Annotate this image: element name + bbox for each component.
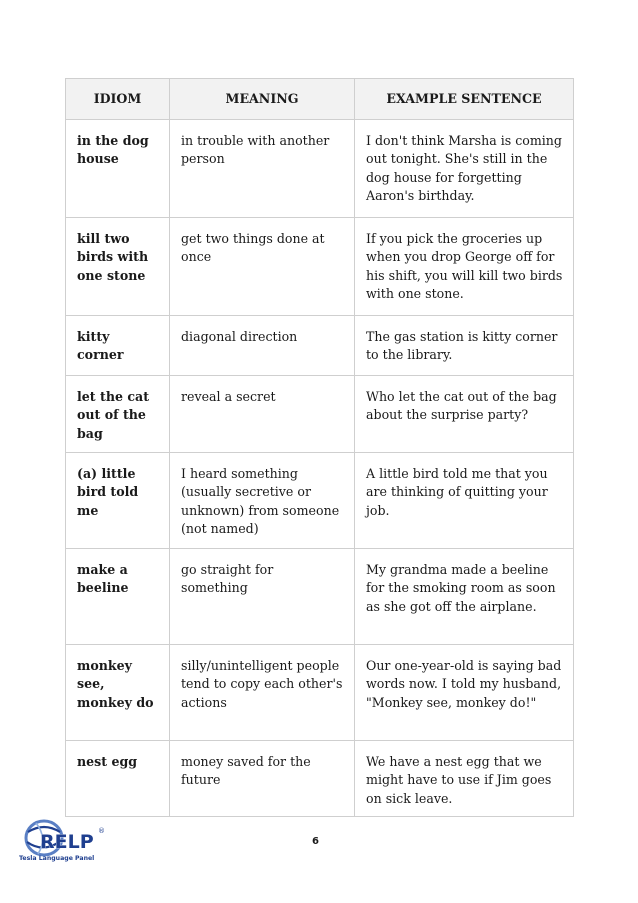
meaning-cell: reveal a secret xyxy=(170,376,355,453)
header-example-sentence: EXAMPLE SENTENCE xyxy=(355,79,574,120)
table-row xyxy=(66,218,574,316)
relp-logo xyxy=(18,818,136,864)
table-row xyxy=(66,120,574,218)
table-row xyxy=(66,741,574,817)
idiom-cell: make a beeline xyxy=(66,549,170,645)
example-cell: Our one-year-old is saying bad words now. I told my husband, "Monkey see, monkey do!" xyxy=(355,645,574,741)
idiom-cell: kitty corner xyxy=(66,316,170,376)
table-header-row xyxy=(66,79,574,120)
idiom-table xyxy=(65,78,574,817)
example-cell: We have a nest egg that we might have to use if Jim goes on sick leave. xyxy=(355,741,574,817)
logo-tagline: Tesla Language Panel xyxy=(19,855,95,862)
page-number: 6 xyxy=(312,836,319,847)
table-row xyxy=(66,453,574,549)
table-row xyxy=(66,549,574,645)
idiom-cell: (a) little bird told me xyxy=(66,453,170,549)
registered-mark: ® xyxy=(98,827,105,835)
example-cell: My grandma made a beeline for the smoking room as soon as she got off the airplane. xyxy=(355,549,574,645)
example-cell: The gas station is kitty corner to the library. xyxy=(355,316,574,376)
meaning-cell: get two things done at once xyxy=(170,218,355,316)
example-cell: Who let the cat out of the bag about the surprise party? xyxy=(355,376,574,453)
logo-wordmark: RELP xyxy=(40,831,94,853)
example-cell: I don't think Marsha is coming out tonight. She's still in the dog house for forgetting Aaron's birthday. xyxy=(355,120,574,218)
table-row xyxy=(66,645,574,741)
example-cell: A little bird told me that you are thinking of quitting your job. xyxy=(355,453,574,549)
meaning-cell: money saved for the future xyxy=(170,741,355,817)
example-cell: If you pick the groceries up when you drop George off for his shift, you will kill two birds with one stone. xyxy=(355,218,574,316)
header-idiom: IDIOM xyxy=(66,79,170,120)
meaning-cell: I heard something (usually secretive or unknown) from someone (not named) xyxy=(170,453,355,549)
idiom-cell: kill two birds with one stone xyxy=(66,218,170,316)
idiom-cell: nest egg xyxy=(66,741,170,817)
table-row xyxy=(66,316,574,376)
idiom-cell: in the dog house xyxy=(66,120,170,218)
idiom-cell: monkey see, monkey do xyxy=(66,645,170,741)
meaning-cell: silly/unintelligent people tend to copy each other's actions xyxy=(170,645,355,741)
meaning-cell: diagonal direction xyxy=(170,316,355,376)
meaning-cell: go straight for something xyxy=(170,549,355,645)
header-meaning: MEANING xyxy=(170,79,355,120)
meaning-cell: in trouble with another person xyxy=(170,120,355,218)
idiom-cell: let the cat out of the bag xyxy=(66,376,170,453)
table-row xyxy=(66,376,574,453)
